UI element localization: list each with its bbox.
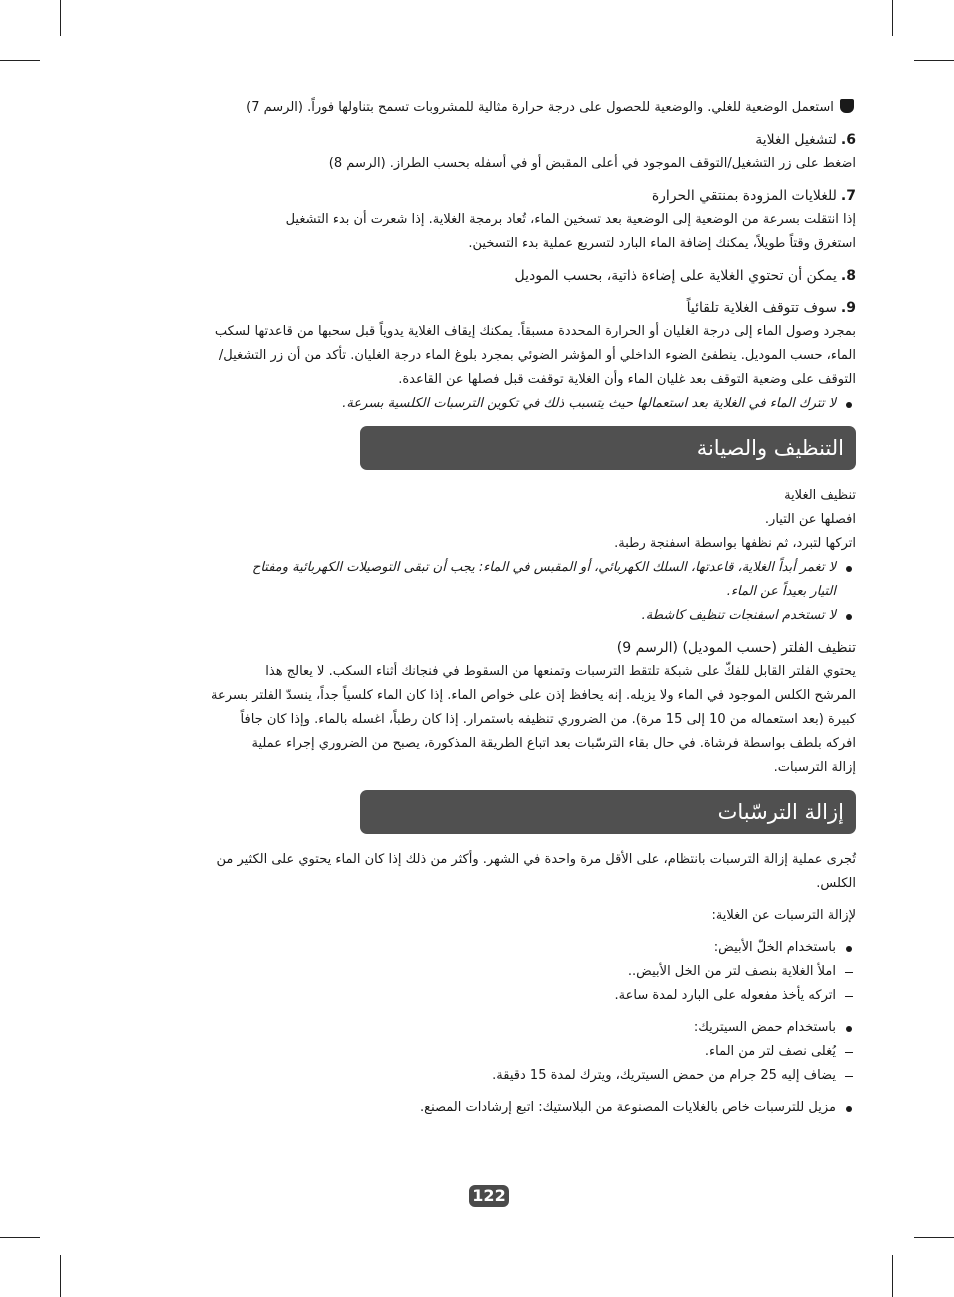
step-6-text: اضغط على زر التشغيل/التوقف الموجود في أعلى المقبض أو في أسفله بحسب الطراز. (الرسم 8) [328, 156, 856, 171]
cleaning-warning: التيار بعيداً عن الماء. [726, 584, 836, 599]
filter-cleaning-text: يحتوي الفلتر القابل للفكّ على شبكة تلتقط الترسبات وتمنعها من السقوط في فنجانك أثناء السكب. لا يعالج هذا [265, 664, 856, 679]
step-7-title: 7.للغلايات المزودة بمنتقي الحرارة [651, 188, 856, 204]
citric-method-title: باستخدام حمض السيتريك: [138, 1016, 856, 1040]
descaling-intro: الكلس. [816, 876, 856, 891]
vinegar-step: املأ الغلاية بنصف لتر من الخل الأبيض.. [138, 960, 856, 984]
crop-mark [0, 1237, 40, 1238]
filter-cleaning-title: تنظيف الفلتر (حسب الموديل) (الرسم 9) [616, 640, 856, 656]
filter-cleaning-text: المرشح الكلس الموجود في الماء ولا يزيله. إنه يحافظ إذن على خواص الماء. إذا كان الماء كلسياً جداً، ينسدّ الفلتر بسرعة [211, 688, 856, 703]
step-7-text: إذا انتقلت بسرعة من الوضعية إلى الوضعية بعد تسخين الماء، تُعاد برمجة الغلاية. إذا شعرت أن بدء التشغيل [285, 212, 856, 227]
step-9-text: بمجرد وصول الماء إلى درجة الغليان أو الحرارة المحددة مسبقاً. يمكنك إيقاف الغلاية يدوياً قبل سحبها من قاعدتها لسكب [214, 324, 856, 339]
filter-cleaning-text: افركه بلطف بواسطة فرشاة. في حال بقاء الترسّبات بعد اتباع الطريقة المذكورة، يصبح من الضروري إجراء عملية [251, 736, 856, 751]
descaling-subtitle: لإزالة الترسبات عن الغلاية: [711, 908, 856, 923]
cleaning-warning: لا تستخدم اسفنجات تنظيف كاشطة. [138, 604, 856, 628]
plastic-descaler-note: مزيل للترسبات خاص بالغلايات المصنوعة من البلاستيك: اتبع إرشادات المصنع. [138, 1096, 856, 1120]
cleaning-section-heading: التنظيف والصيانة [360, 426, 856, 470]
step-7-text: استغرق وقتاً طويلاً، يمكنك إضافة الماء البارد لتسريع عملية بدء التسخين. [468, 236, 856, 251]
descaling-intro: تُجرى عملية إزالة الترسبات بانتظام، على الأقل مرة واحدة في الشهر. وأكثر من ذلك إذا كان الماء يحتوي على الكثير من [216, 852, 856, 867]
step-8-title: 8.يمكن أن تحتوي الغلاية على إضاءة ذاتية، بحسب الموديل [514, 268, 856, 284]
step-9-note: لا تترك الماء في الغلاية بعد استعمالها حيث يتسبب ذلك في تكوين الترسبات الكلسية بسرعة. [138, 392, 856, 416]
filter-cleaning-text: كبيرة (بعد استعماله من 10 إلى 15 مرة). من الضروري تنظيفه باستمرار. إذا كان رطباً، اغسله بالماء. وإذا كان جافاً [240, 712, 856, 727]
vinegar-method-title: باستخدام الخلّ الأبيض: [138, 936, 856, 960]
crop-mark [892, 1255, 893, 1297]
kettle-cleaning-text: افصلها عن التيار. [764, 512, 856, 527]
step-9-text: التوقف على وضعية التوقف بعد غليان الماء وأن الغلاية توقفت قبل فصلها عن القاعدة. [398, 372, 856, 387]
crop-mark [60, 1255, 61, 1297]
step-9-title: 9.سوف تتوقف الغلاية تلقائياً [686, 300, 856, 316]
crop-mark [0, 60, 40, 61]
citric-step: يُغلى نصف لتر من الماء. [138, 1040, 856, 1064]
vinegar-step: اتركه يأخذ مفعوله على البارد لمدة ساعة. [138, 984, 856, 1008]
intro-paragraph: استعمل الوضعية للغلي. والوضعية للحصول على درجة حرارة مثالية للمشروبات تسمح بتناولها فوراً. (الرسم 7) [138, 96, 856, 120]
step-6-title: 6.لتشغيل الغلاية [755, 132, 856, 148]
step-9-text: الماء، حسب الموديل. ينطفئ الضوء الداخلي أو المؤشر الضوئي بمجرد بلوغ الماء درجة الغليان. تأكد من أن زر التشغيل/ [218, 348, 856, 363]
manual-page-content [138, 96, 856, 1120]
crop-mark [914, 1237, 954, 1238]
descaling-section-heading: إزالة الترسّبات [360, 790, 856, 834]
crop-mark [914, 60, 954, 61]
hand-icon [840, 99, 854, 113]
kettle-cleaning-title: تنظيف الغلاية [784, 488, 856, 503]
kettle-cleaning-text: اتركها لتبرد، ثم نظفها بواسطة اسفنجة رطبة. [614, 536, 856, 551]
crop-mark [60, 0, 61, 36]
citric-step: يضاف إليه 25 جرام من حمض السيتريك، ويترك لمدة 15 دقيقة. [138, 1064, 856, 1088]
page-number: 122 [469, 1185, 509, 1207]
filter-cleaning-text: إزالة الترسبات. [773, 760, 856, 775]
cleaning-warning: لا تغمر أبداً الغلاية، قاعدتها، السلك الكهربائي، أو المقبس في الماء: يجب أن تبقى التوصيلات الكهربائية ومفتاح [138, 556, 856, 580]
crop-mark [892, 0, 893, 36]
